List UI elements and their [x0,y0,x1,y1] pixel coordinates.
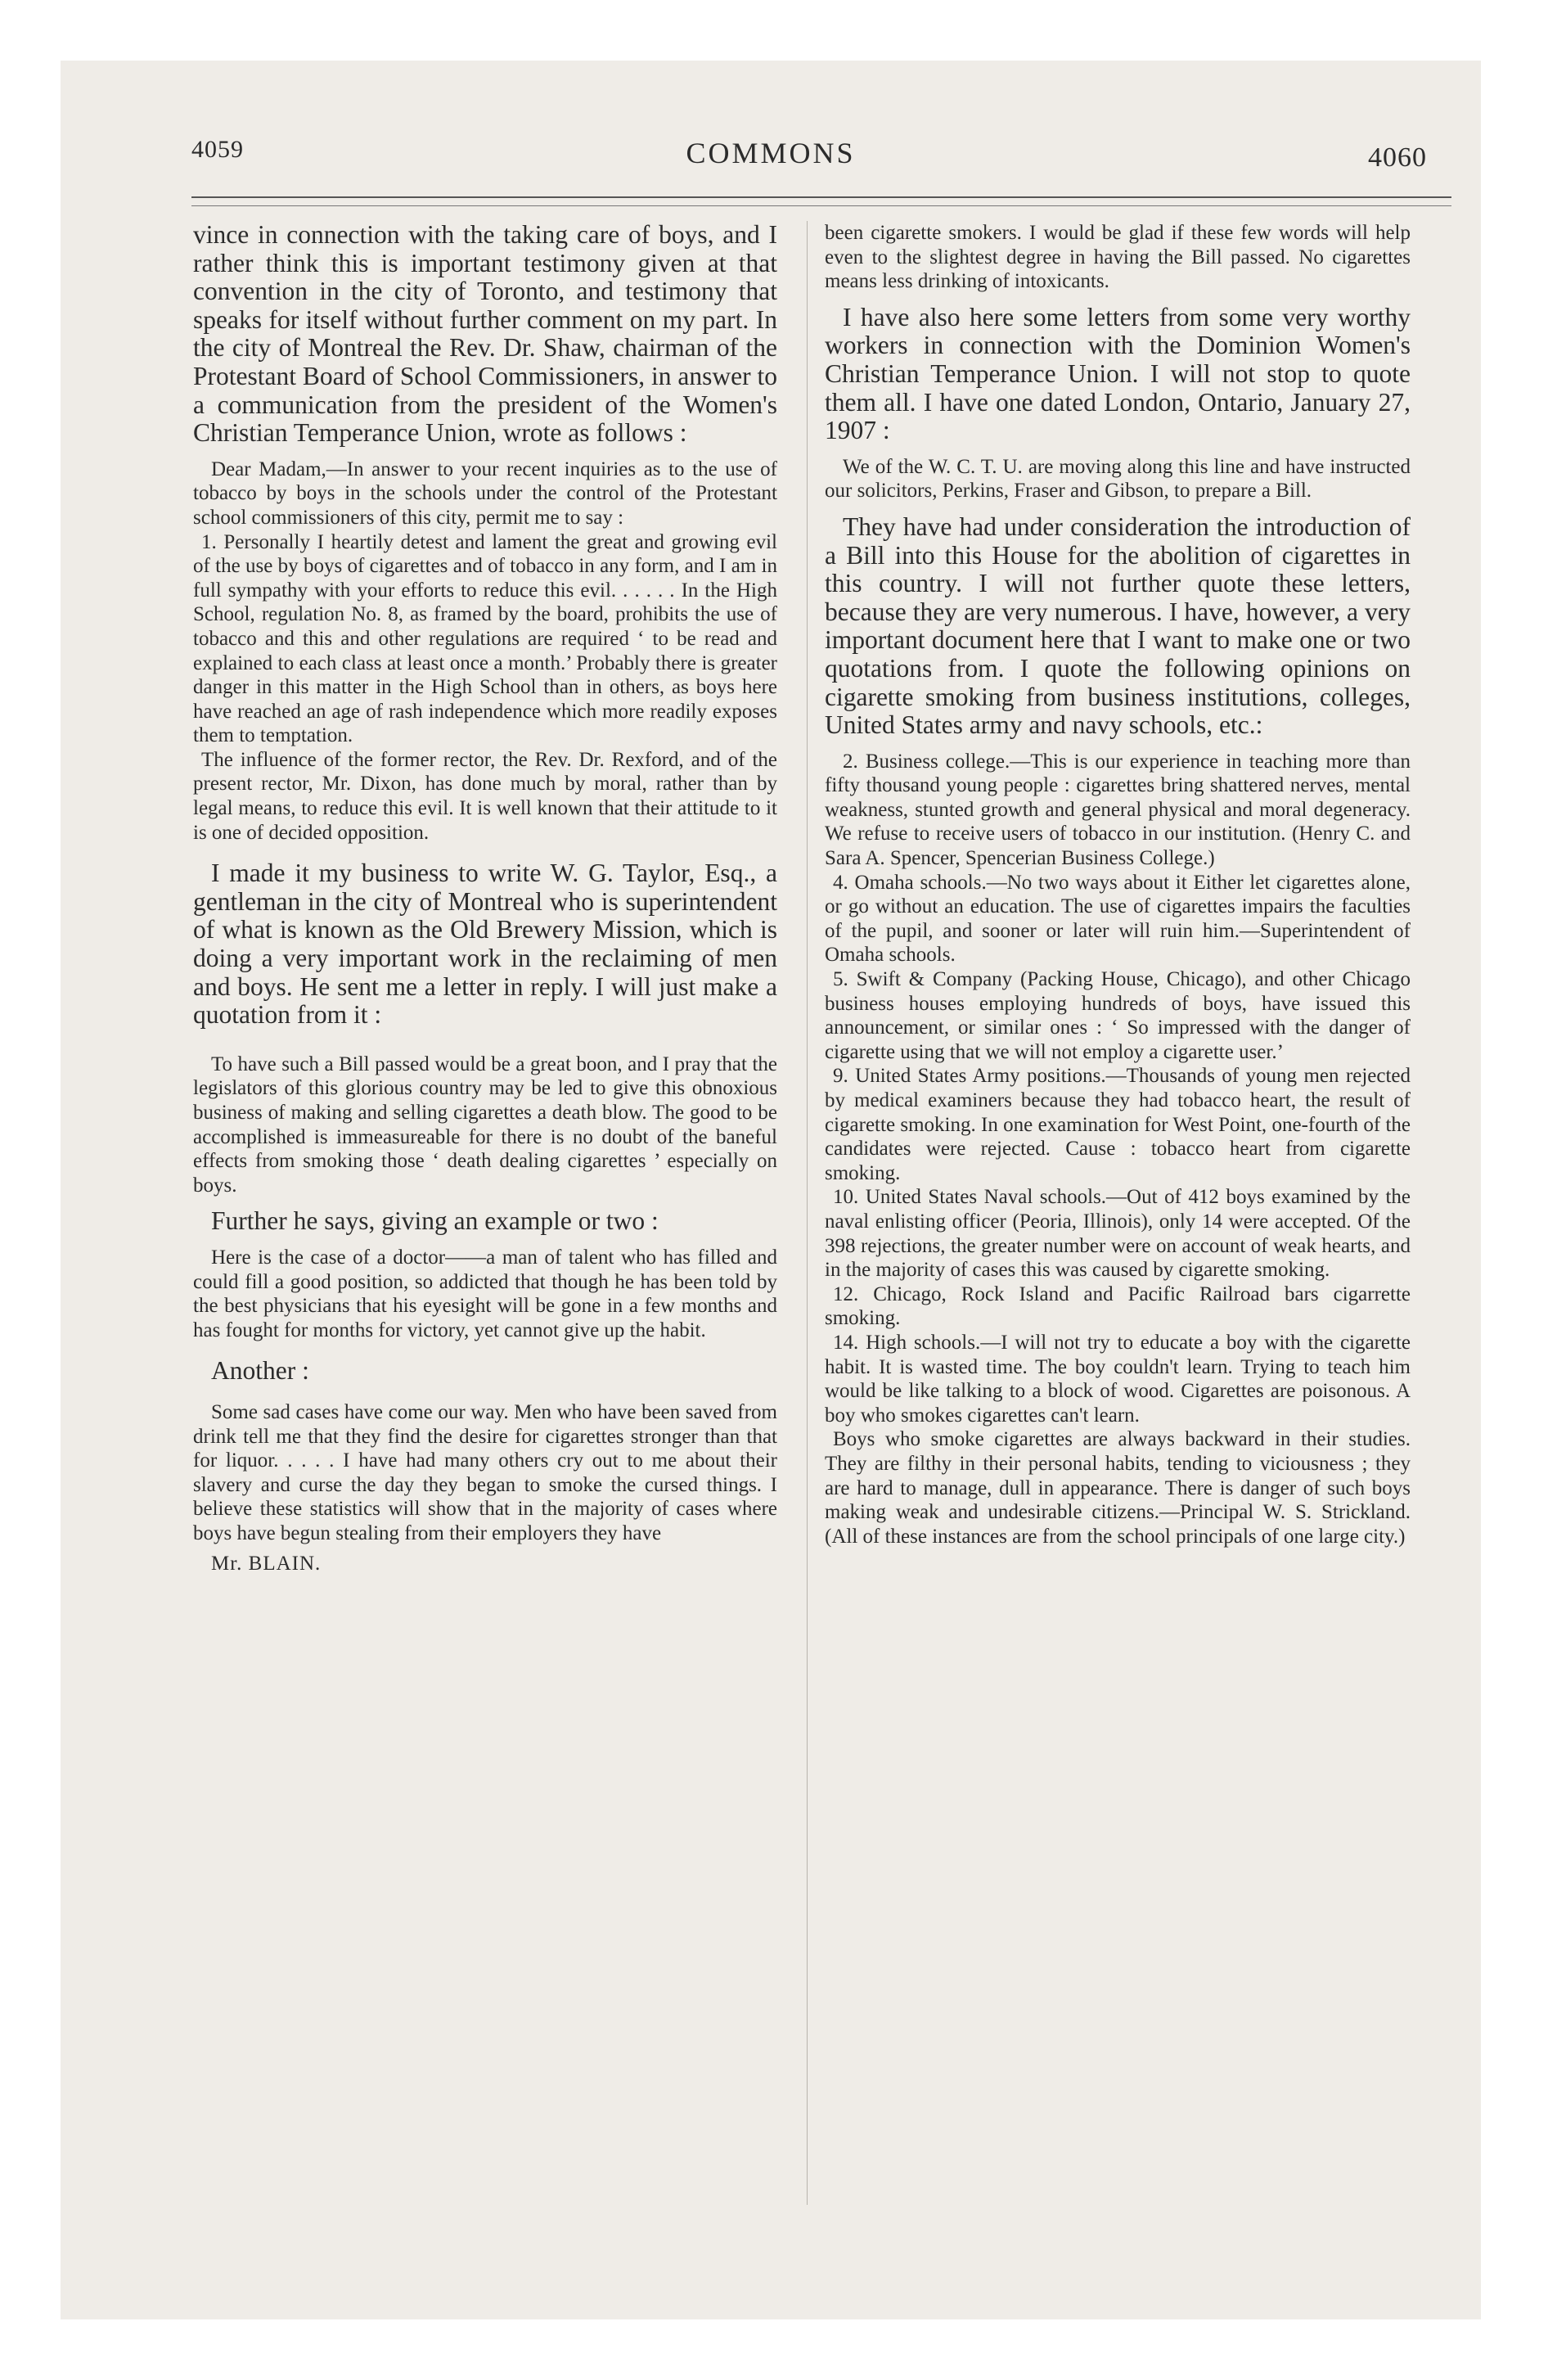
quoted-item-paragraph: 9. United States Army positions.—Thousands of young men rejected by medical examiners because they had tobacco heart, the result of cigarette smoking. In one examination for West Point, one-fourth of the candidates were rejected. Cause : tobacco heart from cigarette smoking. [825,1065,1411,1184]
quoted-letter-paragraph: 1. Personally I heartily detest and lament the great and growing evil of the use by boys of cigarettes and of tobacco in any form, and I am in full sympathy with your efforts to reduce this evil. . . . . . In the High School, regulation No. 8, as framed by the board, prohibits the use of tobacco and this and other regulations are required ‘ to be read and explained to each class at least once a month.’ Probably there is greater danger in this matter in the High School than in others, as boys here have reached an age of rash independence which more readily exposes them to temptation. [193,530,777,747]
body-paragraph: vince in connection with the taking care of boys, and I rather think this is important testimony given at that convention in the city of Toronto, and testimony that speaks for itself without further comment on my part. In the city of Montreal the Rev. Dr. Shaw, chairman of the Protestant Board of School Commissioners, in answer to a communication from the president of the Women's Christian Temperance Union, wrote as follows : [193,220,777,448]
body-paragraph: Another : [211,1356,309,1386]
quoted-item-paragraph: Boys who smoke cigarettes are always backward in their studies. They are filthy in their personal habits, tending to viciousness ; they are hard to manage, dull in appearance. There is danger of such boys making weak and undesirable citizens.—Principal W. S. Strickland. (All of these instances are from the school principals of one large city.) [825,1428,1411,1548]
quoted-item-paragraph: 12. Chicago, Rock Island and Pacific Railroad bars cigarrette smoking. [825,1282,1411,1330]
column-divider [807,221,808,2205]
quoted-letter-paragraph: Dear Madam,—In answer to your recent inquiries as to the use of tobacco by boys in the schools under the control of the Protestant school commissioners of this city, permit me to say : [193,458,777,529]
page-header [61,61,1481,224]
quoted-letter-paragraph: We of the W. C. T. U. are moving along this line and have instructed our solicitors, Perkins, Fraser and Gibson, to prepare a Bill. [825,455,1411,503]
quoted-item-paragraph: 14. High schools.—I will not try to educate a boy with the cigarette habit. It is wasted time. The boy couldn't learn. Trying to teach him would be like talking to a block of wood. Cigarettes are poisonous. A boy who smokes cigarettes can't learn. [825,1331,1411,1427]
page-number-left: 4059 [191,136,244,163]
left-column [193,221,777,1575]
body-paragraph: I have also here some letters from some very worthy workers in connection with the Dominion Women's Christian Temperance Union. I will not stop to quote them all. I have one dated London, Ontario, January 27, 1907 : [825,302,1411,445]
quoted-item-paragraph: 5. Swift & Company (Packing House, Chicago), and other Chicago business houses employing hundreds of boys, have issued this announcement, or similar ones : ‘ So impressed with the danger of cigarette using that we will not employ a cigarette user.’ [825,968,1411,1063]
speaker-attribution: Mr. BLAIN. [211,1552,322,1575]
quoted-letter-paragraph: The influence of the former rector, the Rev. Dr. Rexford, and of the present rector, Mr. Dixon, has done much by moral, rather than by legal means, to reduce this evil. It is well known that their attitude to it is one of decided opposition. [193,748,777,844]
quoted-letter-paragraph: been cigarette smokers. I would be glad if these few words will help even to the slightest degree in having the Bill passed. No cigarettes means less drinking of intoxicants. [825,222,1411,293]
quoted-item-paragraph: 2. Business college.—This is our experience in teaching more than fifty thousand young people : cigarettes bring shattered nerves, mental weakness, stunted growth and general physical and moral degeneracy. We refuse to receive users of tobacco in our institution. (Henry C. and Sara A. Spencer, Spencerian Business College.) [825,750,1411,870]
quoted-letter-paragraph: To have such a Bill passed would be a great boon, and I pray that the legislators of this glorious country may be led to give this obnoxious business of making and selling cigarettes a death blow. The good to be accomplished is immeasureable for there is no doubt of the baneful effects from smoking those ‘ death dealing cigarettes ’ especially on boys. [193,1053,777,1197]
quoted-item-paragraph: 4. Omaha schools.—No two ways about it Either let cigarettes alone, or go without an education. The use of cigarettes impairs the faculties of the pupil, and sooner or later will ruin him.—Superintendent of Omaha schools. [825,871,1411,967]
scanned-page [61,61,1481,2319]
header-rule-thick [191,196,1451,198]
body-paragraph: I made it my business to write W. G. Taylor, Esq., a gentleman in the city of Montreal who is superintendent of what is known as the Old Brewery Mission, which is doing a very important work in the reclaiming of men and boys. He sent me a letter in reply. I will just make a quotation from it : [193,859,777,1030]
page-number-right: 4060 [1368,142,1427,173]
page-title: COMMONS [686,137,856,169]
body-paragraph: Further he says, giving an example or two : [211,1206,659,1236]
quoted-letter-paragraph: Some sad cases have come our way. Men who have been saved from drink tell me that they find the desire for cigarettes stronger than that for liquor. . . . . I have had many others cry out to me about their slavery and curse the day they began to smoke the cursed things. I believe these statistics will show that in the majority of cases where boys have begun stealing from their employers they have [193,1400,777,1544]
header-rule-thin [191,205,1451,206]
body-paragraph: They have had under consideration the introduction of a Bill into this House for the abolition of cigarettes in this country. I will not further quote these letters, because they are very numerous. I have, however, a very important document here that I want to make one or two quotations from. I quote the following opinions on cigarette smoking from business institutions, colleges, United States army and navy schools, etc.: [825,512,1411,740]
quoted-item-paragraph: 10. United States Naval schools.—Out of 412 boys examined by the naval enlisting officer (Peoria, Illinois), only 14 were accepted. Of the 398 rejections, the greater number were on account of weak hearts, and in the majority of cases this was caused by cigarette smoking. [825,1186,1411,1282]
quoted-letter-paragraph: Here is the case of a doctor——a man of talent who has filled and could fill a good position, so addicted that though he has been told by the best physicians that his eyesight will be gone in a few months and has fought for months for victory, yet cannot give up the habit. [193,1246,777,1341]
right-column [825,221,1411,1548]
